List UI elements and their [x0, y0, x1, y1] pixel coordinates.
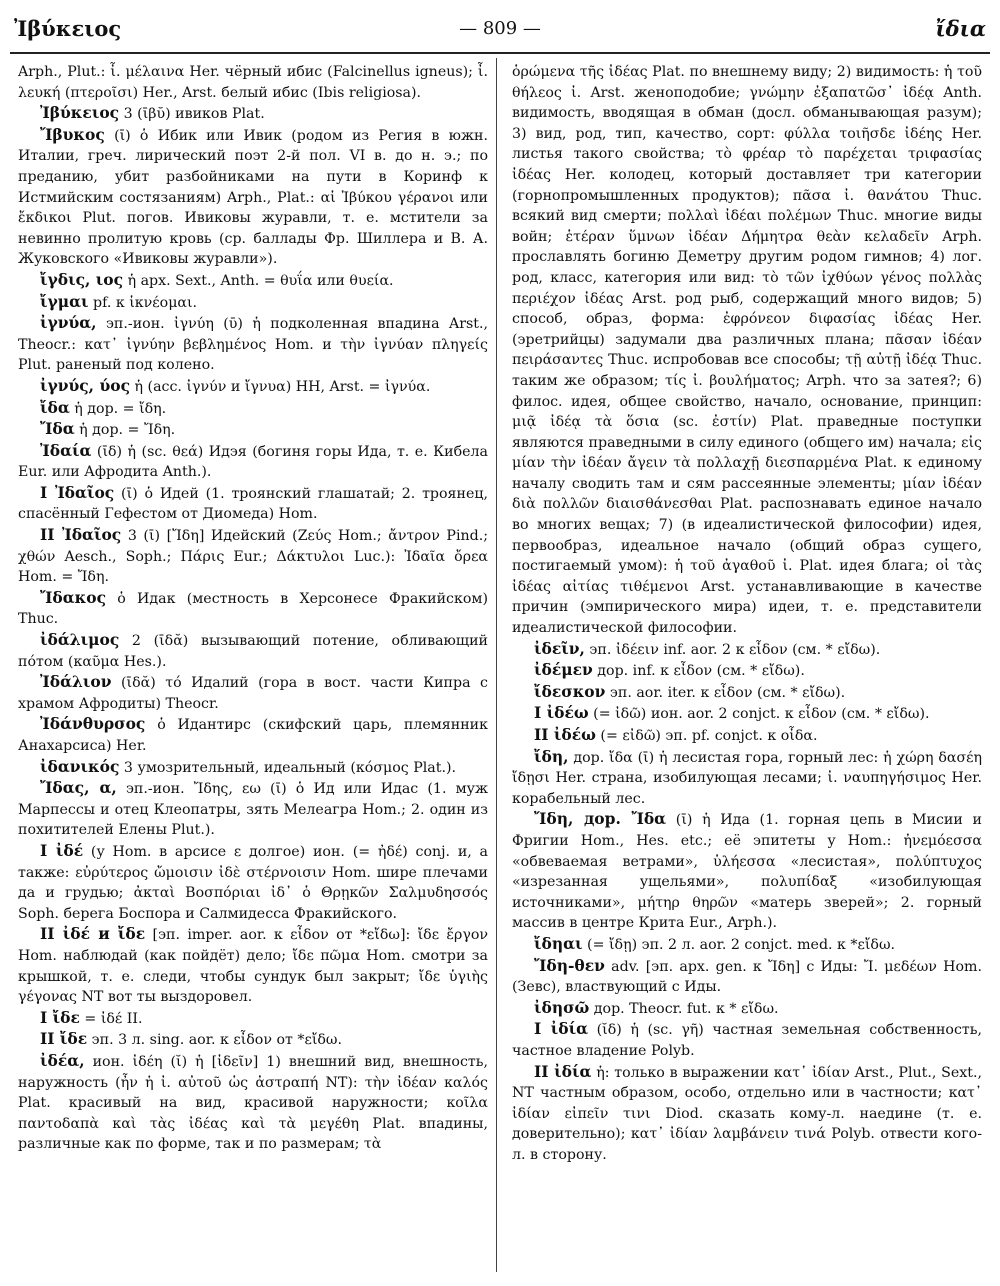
entry-definition: = ἰδέ II.	[79, 1010, 143, 1027]
dictionary-entry	[512, 998, 982, 1020]
dictionary-entry	[18, 1051, 488, 1155]
dictionary-entry	[18, 270, 488, 292]
dictionary-entry	[18, 103, 488, 125]
entry-definition: эп.-ион. ἰγνύη (ῡ) ἡ подколенная впадина Arst., Theocr.: κατ᾽ ἰγνύην βεβλημένος Hom. и τὴν ἰγνύαν πληγείς Plut. раненый под колено.	[18, 316, 488, 374]
entry-headword: II ἰδέ и ἴδε	[40, 924, 146, 944]
entry-headword: I ἴδε	[40, 1007, 80, 1027]
page-header	[14, 12, 986, 46]
entry-headword: ἰδανικός	[40, 756, 120, 776]
entry-definition: ἡ дор. = ἴδη.	[69, 400, 167, 417]
dictionary-entry	[512, 1019, 982, 1061]
entry-definition: (= εἰδῶ) эп. pf. conjct. к οἶδα.	[595, 728, 818, 744]
dictionary-entry	[512, 747, 982, 810]
entry-headword: ἰγνύς, ύος	[40, 375, 131, 395]
dictionary-entry	[18, 483, 488, 525]
entry-definition: дор. Theocr. fut. к * εἴδω.	[589, 1000, 779, 1017]
entry-headword: Ἴβυκος	[40, 124, 105, 144]
dictionary-entry	[512, 682, 982, 704]
dictionary-entry	[18, 441, 488, 483]
entry-headword: ἴδη,	[534, 746, 569, 766]
dictionary-entry	[18, 1029, 488, 1051]
dictionary-entry	[18, 125, 488, 270]
entry-headword: Ἴδας, α,	[40, 778, 117, 798]
dictionary-entry	[512, 725, 982, 747]
entry-headword: ἴδεσκον	[534, 681, 606, 701]
entry-definition: (ῐδ) ἡ (sc. γῆ) частная земельная собственность, частное владение Polyb.	[512, 1022, 982, 1059]
entry-definition: эп. aor. iter. к εἶδον (см. * εἴδω).	[605, 684, 846, 701]
dictionary-entry	[512, 956, 982, 998]
dictionary-entry	[18, 313, 488, 376]
entry-headword: Ἴδακος	[40, 587, 107, 607]
entry-definition: ἡ (асс. ἰγνύν и ἴγνυα) HH, Arst. = ἰγνύα.	[130, 378, 431, 395]
entry-definition: pf. к ἱκνέομαι.	[88, 294, 198, 311]
entry-headword: Ἴδη, дор. Ἴδα	[534, 809, 667, 829]
entry-headword: ἴδα	[40, 397, 70, 417]
dictionary-entry	[18, 630, 488, 672]
entry-headword: Ἴδη-θεν	[534, 955, 605, 975]
entry-definition: ἡ дор. = Ἴδη.	[74, 422, 176, 439]
entry-definition: эп. 3 л. sing. aor. к εἶδον от *εἴδω.	[87, 1032, 343, 1049]
entry-headword: I Ἰδαῖος	[40, 482, 115, 502]
entry-definition: 3 (ῑ) [Ἴδη] Идейский (Ζεύς Hom.; ἄντρον Pind.; χθών Aesch., Soph.; Πάρις Eur.; Δάκτυλοι Luc.): Ἰδαῖα ὄρεα Hom. = Ἴδη.	[18, 528, 488, 586]
entry-headword: ἰδέα,	[40, 1050, 85, 1070]
page-number: — 809 —	[459, 18, 541, 39]
dictionary-entry	[18, 419, 488, 441]
entry-headword: II Ἰδαῖος	[40, 525, 122, 545]
running-headword-right: ἴδια	[935, 16, 986, 41]
dictionary-entry	[18, 757, 488, 779]
entry-headword: I ἰδέ	[40, 840, 84, 860]
entry-definition: эп. ἰδέειν inf. aor. 2 к εἶδον (см. * εἴδω).	[584, 641, 881, 658]
dictionary-entry	[512, 809, 982, 934]
entry-headword: II ἰδία	[534, 1061, 592, 1081]
dictionary-entry	[512, 934, 982, 956]
dictionary-entry	[18, 525, 488, 588]
entry-definition: ион. ἰδέη (ῐ) ἡ [ἰδεῖν] 1) внешний вид, внешность, наружность (ἦν ἡ ἰ. αὐτοῦ ὡς ἀστραπή NT): τὴν ἰδέαν καλός Plat. красивый на вид, красивой наружности; κοῖλα παντοδαπὰ καὶ τὰς ἰδέας καὶ τὰ μεγέθη Plat. впадины, различные как по форме, так и по размерам; τὰ	[18, 1053, 488, 1153]
entry-headword: Ἰβύκειος	[40, 103, 120, 123]
entry-definition: (ῑδᾰ) τό Идалий (гора в вост. части Кипра с храмом Афродиты) Theocr.	[18, 675, 488, 712]
entry-headword: II ἰδέω	[534, 725, 596, 744]
column-divider	[496, 58, 497, 1272]
entry-definition: (ῑ) ὁ Идей (1. троянский глашатай; 2. троянец, спасённый Гефестом от Диомеда) Hom.	[18, 485, 488, 523]
entry-headword: ἰγνύα,	[40, 313, 97, 333]
entry-definition: 3 (ῑβῠ) ивиков Plat.	[119, 106, 265, 123]
entry-definition: дор. ἴδα (ῑ) ἡ лесистая гора, горный лес: ἡ χώρη δασέη ἴδῃσι Her. страна, изобилующая лесами; ἰ. ναυπηγήσιμος Her. корабельный лес.	[512, 749, 982, 807]
entry-headword: ἰδεῖν,	[534, 638, 585, 658]
entry-definition: дор. inf. к εἶδον (см. * εἴδω).	[592, 663, 805, 680]
entry-headword: Ἰδαία	[40, 440, 92, 460]
entry-definition: ὁ Идантирс (скифский царь, племянник Анахарсиса) Her.	[18, 717, 488, 754]
entry-headword: ἰδησῶ	[534, 997, 590, 1017]
running-headword-left: Ἰβύκειος	[14, 16, 122, 41]
entry-headword: ἴγμαι	[40, 291, 89, 311]
dictionary-entry	[18, 62, 488, 103]
dictionary-entry	[18, 778, 488, 841]
entry-definition: (ῑ) ὁ Ибик или Ивик (родом из Регия в южн. Италии, греч. лирический поэт 2-й пол. VI в. до н. э.; по преданию, убит разбойниками на пути в Коринф к Истмийским состязаниям) Arph., Plat.: αἱ Ἰβύκου γέρανοι или ἔκδικοι Plut. погов. Ивиковы журавли, т. е. мстители за невинно пролитую кровь (ср. баллады Фр. Шиллера и В. А. Жуковского «Ивиковы журавли»).	[18, 127, 488, 268]
dictionary-entry	[18, 588, 488, 630]
entry-definition: adv. [эп. арх. gen. к Ἴδη] с Иды: Ἴ. μεδέων Hom. (Зевс), властвующий с Иды.	[512, 958, 982, 996]
entry-headword: I ἰδία	[534, 1019, 588, 1039]
dictionary-entry	[512, 62, 982, 639]
entry-headword: ἰδάλιμος	[40, 630, 120, 650]
entry-headword: Ἴδα	[40, 419, 75, 439]
entry-definition: ἡ арх. Sext., Anth. = θυΐα или θυεία.	[123, 272, 394, 289]
dictionary-entry	[18, 672, 488, 714]
entry-headword: II ἴδε	[40, 1029, 88, 1049]
right-column	[512, 62, 982, 1276]
entry-definition: ἡ: только в выражении κατ᾽ ἰδίαν Arst., Plut., Sext., NT частным образом, особо, отдельно или в частности; κατ᾽ ἰδίαν εἰπεῖν τινι Diod. сказать кому-л. наедине (т. е. доверительно); κατ᾽ ἰδίαν λαμβάνειν τινά Polyb. отвести кого-л. в сторону.	[512, 1064, 982, 1163]
entry-definition: (= ἰδῶ) ион. aor. 2 conjct. к εἶδον (см. * εἴδω).	[588, 706, 930, 723]
dictionary-entry	[18, 398, 488, 420]
entry-headword: ἰδέμεν	[534, 660, 593, 680]
entry-headword: Ἰδάλιον	[40, 672, 112, 692]
dictionary-entry	[512, 639, 982, 661]
dictionary-entry	[18, 376, 488, 398]
dictionary-entry	[512, 1062, 982, 1166]
entry-definition: (ῑ) ἡ Ида (1. горная цепь в Мисии и Фригии Hom., Hes. etc.; её эпитеты у Hom.: ἠνεμόεσσα «обвеваемая ветрами», ὑλήεσσα «лесистая», πολύπτυχος «изрезанная ущельями», πολυπίδαξ «изобилующая источниками», μήτηρ θηρῶν «матерь зверей»; 2. горный массив в центре Крита Eur., Arph.).	[512, 812, 982, 932]
left-column	[18, 62, 488, 1276]
entry-headword: ἴδηαι	[534, 933, 583, 953]
header-rule	[10, 52, 990, 54]
dictionary-entry	[18, 714, 488, 756]
entry-definition: эп.-ион. Ἴδης, εω (ῑ) ὁ Ид или Идас (1. муж Марпессы и отец Клеопатры, зять Мелеагра Hom.; 2. один из похитителей Елены Plut.).	[18, 781, 488, 839]
dictionary-entry	[18, 841, 488, 924]
entry-definition: (у Hom. в арсисе ε долгое) ион. (= ἠδέ) conj. и, а также: εὐρύτερος ὤμοισιν ἰδὲ στέρνοισιν Hom. шире плечами да и грудью; ἀκταὶ Βοσπόριαι ἰδ᾽ ὁ Θρῃκῶν Σαλμυδησσός Soph. берега Боспора и Салмидесса Фракийского.	[18, 843, 488, 922]
entry-definition: (= ἴδῃ) эп. 2 л. aor. 2 conjct. med. к *εἴδω.	[582, 936, 896, 953]
entry-definition: Arph., Plut.: ἶ. μέλαινα Her. чёрный ибис (Falcinellus igneus); ἶ. λευκή (πτεροῖσι) Her., Arst. белый ибис (Ibis religiosa).	[18, 64, 488, 101]
entry-definition: (ῑδ) ἡ (sc. θεά) Идэя (богиня горы Ида, т. е. Кибела Eur. или Афродита Anth.).	[18, 443, 488, 481]
entry-definition: 2 (ῑδᾰ) вызывающий потение, обливающий пóтом (καῦμα Hes.).	[18, 633, 488, 670]
entry-headword: ἴγδις, ιος	[40, 269, 124, 289]
dictionary-entry	[512, 660, 982, 682]
entry-definition: ὁρώμενα τῆς ἰδέας Plat. по внешнему виду; 2) видимость: ἡ τοῦ θήλεος ἰ. Arst. женоподобие; γνώμην ἐξαπατῶσ᾽ ἰδέᾳ Anth. видимость, вводящая в обман (досл. обманывающая разум); 3) вид, род, тип, качество, сорт: φύλλα τοιῆσδε ἰδέης Her. листья такого свойства; τὸ φρέαρ τὸ παρέχεται τριφασίας ἰδέας Her. колодец, который доставляет три категории (горнопромышленных продуктов); πᾶσα ἰ. θανάτου Thuc. всякий вид смерти; πολλαὶ ἰδέαι πολέμων Thuc. многие виды войн; ἑτέραν ὕμνων ἰδέαν Δήμητρα θεὰν κελαδεῖν Arph. прославлять богиню Деметру другим родом гимнов; 4) лог. род, класс, категория или вид: τὸ τῶν ἰχθύων γένος πολλὰς περιέχον ἰδέας Arst. род рыб, содержащий много видов; 5) способ, образ, форма: ἐφρόνεον διφασίας ἰδέας Her. (эретрийцы) задумали два различных плана; πᾶσαν ἰδέαν πειράσαντες Thuc. испробовав все способы; τῇ αὐτῇ ἰδέᾳ Thuc. таким же образом; τίς ἰ. βουλήματος; Arph. что за затея?; 6) филос. идея, общее свойство, начало, основание, принцип: μιᾷ ἰδέᾳ τὰ ὅσια (sc. ἐστίν) Plat. праведные поступки являются праведными в силу единого (общего им) начала; εἰς μίαν τὴν ἰδέαν ἄγειν τὰ πολλαχῇ διεσπαρμένα Plat. к единому началу сводить там и сям рассеянные элементы; μίαν ἰδέαν διὰ πολλῶν διαισθάνεσθαι Plat. распознавать единое начало во многих вещах; 7) (в идеалистической философии) идея, первообраз, идеальное начало (общий образ сущего, постигаемый умом): ἡ τοῦ ἀγαθοῦ ἰ. Plat. идея блага; οἱ τὰς ἰδέας αἰτίας τιθέμενοι Arst. устанавливающие в качестве причин (эмпирического мира) идеи, т. е. представители идеалистической философии.	[512, 64, 982, 637]
entry-headword: Ἰδάνθυρσος	[40, 714, 146, 734]
dictionary-entry	[512, 703, 982, 725]
entry-definition: [эп. imper. aor. к εἶδον от *εἴδω]: ἴδε ἔργον Hom. наблюдай (как пойдёт) дело; ἴδε πῶμα Hom. смотри за крышкой, т. е. следи, чтобы сундук был закрыт; ἴδε ὑγιὴς γέγονας NT вот ты выздоровел.	[18, 927, 488, 1006]
dictionary-entry	[18, 1008, 488, 1030]
entry-definition: 3 умозрительный, идеальный (κόσμος Plat.).	[119, 759, 457, 776]
entry-definition: ὁ Идак (местность в Херсонесе Фракийском) Thuc.	[18, 590, 488, 628]
entry-headword: I ἰδέω	[534, 703, 589, 723]
dictionary-entry	[18, 924, 488, 1007]
dictionary-entry	[18, 292, 488, 314]
